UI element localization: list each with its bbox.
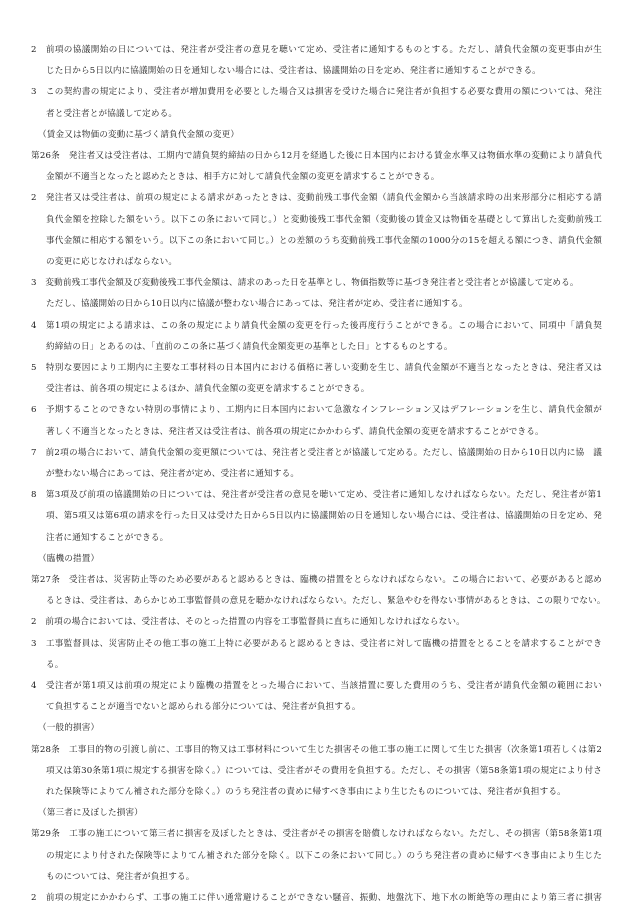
section-heading: （賃金又は物価の変動に基づく請負代金額の変更） — [38, 129, 240, 140]
text-line: 項又は第30条第1項に規定する損害を除く。）については、受注者がその費用を負担する。ただし、その損害（第58条第1項の規定により付さ — [46, 765, 602, 776]
text-line: るときは、受注者は、あらかじめ工事監督員の意見を聴かなければならない。ただし、緊急やむを得ない事情があるときは、この限りでない。 — [46, 596, 606, 607]
text-line: る。 — [46, 659, 64, 670]
text-line: 5 特別な要因により工期内に主要な工事材料の日本国内における価格に著しい変動を生じ、請負代金額が不適当となったときは、発注者又は — [31, 363, 602, 373]
text-line: 第28条 工事目的物の引渡し前に、工事目的物又は工事材料について生じた損害その他工事の施工に関して生じた損害（次条第1項若しくは第2 — [31, 744, 602, 755]
text-line: 4 第1項の規定による請求は、この条の規定により請負代金額の変更を行った後再度行うことができる。この場合において、同項中「請負契 — [31, 320, 602, 331]
text-line: の変更に応じなければならない。 — [46, 257, 178, 267]
text-line: 受注者は、前各項の規定によるほか、請負代金額の変更を請求することができる。 — [46, 384, 370, 395]
section-heading: （臨機の措置） — [38, 553, 100, 564]
text-line: 8 第3項及び前項の協議開始の日については、発注者が受注者の意見を聴いて定め、受注者に通知しなければならない。ただし、発注者が第1 — [31, 490, 602, 501]
text-line: じた日から5日以内に協議開始の日を通知しない場合には、受注者は、協議開始の日を定め、発注者に通知することができる。 — [46, 66, 541, 77]
text-line: れた保険等によりてん補された部分を除く。）のうち発注者の責めに帰すべき事由により生じたものについては、発注者が負担する。 — [46, 787, 566, 797]
text-line: 第27条 受注者は、災害防止等のため必要があると認めるときは、臨機の措置をとらなければならない。この場合において、必要があると認め — [31, 575, 602, 585]
text-line: 4 受注者が第1項又は前項の規定により臨機の措置をとった場合において、当該措置に要した費用のうち、受注者が請負代金額の範囲におい — [31, 681, 602, 691]
text-line: 第29条 工事の施工について第三者に損害を及ぼしたときは、受注者がその損害を賠償しなければならない。ただし、その損害（第58条第1項 — [31, 829, 602, 840]
text-line: 2 前項の協議開始の日については、発注者が受注者の意見を聴いて定め、受注者に通知するものとする。ただし、請負代金額の変更事由が生 — [31, 45, 602, 55]
text-line: ものについては、発注者が負担する。 — [46, 871, 195, 882]
text-line: の規定により付された保険等によりてん補された部分を除く。以下この条において同じ。）のうち発注者の責めに帰すべき事由により生じた — [46, 850, 602, 861]
text-line: 3 工事監督員は、災害防止その他工事の施工上特に必要があると認めるときは、受注者に対して臨機の措置をとることを請求することができ — [31, 638, 602, 649]
text-line: 事代金額に相応する額をいう。以下この条において同じ。）との差額のうち変動前残工事代金額の1000分の15を超える額につき、請負代金額 — [46, 235, 602, 246]
text-line: 3 変動前残工事代金額及び変動後残工事代金額は、請求のあった日を基準とし、物価指数等に基づき発注者と受注者とが協議して定める。 — [31, 278, 579, 289]
text-line: 金額が不適当となったと認めたときは、相手方に対して請負代金額の変更を請求することができる。 — [46, 172, 440, 183]
text-line: 者と受注者とが協議して定める。 — [46, 108, 178, 119]
text-line: 2 発注者又は受注者は、前項の規定による請求があったときは、変動前残工事代金額（請負代金額から当該請求時の出来形部分に相応する請 — [31, 193, 602, 204]
text-line: 2 前項の規定にかかわらず、工事の施工に伴い通常避けることができない騒音、振動、地盤沈下、地下水の断絶等の理由により第三者に損害 — [31, 893, 602, 903]
text-line: 3 この契約書の規定により、受注者が増加費用を必要とした場合又は損害を受けた場合に発注者が負担する必要な費用の額については、発注 — [31, 87, 602, 98]
text-line: 約締結の日」とあるのは、「直前のこの条に基づく請負代金額変更の基準とした日」とするものとする。 — [46, 341, 453, 352]
section-heading: （一般的損害） — [38, 723, 100, 734]
text-line: が整わない場合にあっては、発注者が定め、受注者に通知する。 — [46, 469, 300, 479]
text-line: 7 前2項の場合において、請負代金額の変更額については、発注者と受注者とが協議して定める。ただし、協議開始の日から10日以内に協 議 — [31, 447, 602, 458]
text-line: 2 前項の場合においては、受注者は、そのとった措置の内容を工事監督員に直ちに通知しなければならない。 — [31, 617, 465, 628]
section-heading: （第三者に及ぼした損害） — [38, 808, 143, 819]
text-line: 注者に通知することができる。 — [46, 532, 169, 543]
text-line: て負担することが適当でないと認められる部分については、発注者が負担する。 — [46, 702, 361, 713]
text-line: 著しく不適当となったときは、発注者又は受注者は、前各項の規定にかかわらず、請負代金額の変更を請求することができる。 — [46, 426, 544, 437]
text-line: 6 予期することのできない特別の事情により、工期内に日本国内において急激なインフレーション又はデフレーションを生じ、請負代金額が — [31, 405, 602, 416]
text-line: 項、第5項又は第6項の請求を行った日又は受けた日から5日以内に協議開始の日を通知しない場合には、受注者は、協議開始の日を定め、発 — [46, 511, 602, 522]
text-line: 負代金額を控除した額をいう。以下この条において同じ。）と変動後残工事代金額（変動後の賃金又は物価を基礎として算出した変動前残工 — [46, 214, 602, 225]
text-line: ただし、協議開始の日から10日以内に協議が整わない場合にあっては、発注者が定め、受注者に通知する。 — [46, 299, 468, 310]
text-line: 第26条 発注者又は受注者は、工期内で請負契約締結の日から12月を経過した後に日本国内における賃金水準又は物価水準の変動により請負代 — [31, 151, 602, 161]
